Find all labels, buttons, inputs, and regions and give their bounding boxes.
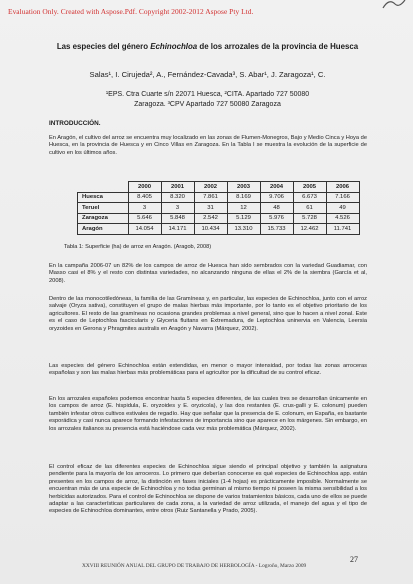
table-row-label: Teruel: [78, 203, 129, 214]
paragraph-5: En los arrozales españoles podemos encontrar hasta 5 especies diferentes, de las cuales tres se desarrollan únicamente en los campos de arroz (E. hispidula, E. oryzoides y E. oryzicola), y las dos restantes (E. crus-galli y E. colonum) pueden también infestar otros cultivos estivales de regadío. Hay que señalar que la presencia de E. colonum, en España, es bastante esporádica y casi nunca aparece formando infestaciones de importancia sino que aparece en los márgenes. Sin embargo, en los arrozales italianos su presencia está haciéndose cada vez más problemática (Márquez, 2002).: [49, 396, 367, 432]
table-caption: Tabla 1: Superficie (ha) de arroz en Aragón. (Aragob, 2008): [64, 244, 212, 250]
table-cell: 2.542: [194, 213, 227, 224]
table-row: [78, 213, 360, 224]
table-cell: 5.728: [293, 213, 326, 224]
watermark-text: Evaluation Only. Created with Aspose.Pdf. Copyright 2002-2012 Aspose Pty Ltd.: [8, 7, 254, 16]
table-cell: 48: [260, 203, 293, 214]
table-cell: 8.320: [161, 192, 194, 203]
page-number: 27: [350, 555, 358, 564]
table-row: [78, 224, 360, 235]
table-cell: 5.976: [260, 213, 293, 224]
table-header-cell: 2003: [227, 182, 260, 193]
corner-scribble-icon: [381, 0, 407, 12]
table-cell: 12: [227, 203, 260, 214]
table-cell: 5.646: [128, 213, 161, 224]
affiliations: [40, 90, 375, 110]
authors-line: Salas¹, I. Cirujeda², A., Fernández-Cavada³, S. Abar¹, J. Zaragoza¹, C.: [89, 70, 326, 79]
surface-table: [77, 181, 360, 235]
affiliation-line-2: Zaragoza. ³CPV Apartado 727 50080 Zaragoza: [134, 101, 281, 108]
table-cell: 6.673: [293, 192, 326, 203]
table-cell: 12.462: [293, 224, 326, 235]
paragraph-2: En la campaña 2006-07 un 82% de los campos de arroz de Huesca han sido sembrados con la variedad Guadiamar, con Masso casi el 8% y el resto con distintas variedades, no alcanzando ninguna de ellas el 2% de la siembra (García et al, 2008).: [49, 263, 367, 284]
title-italic: Echinochloa: [150, 42, 198, 51]
page-footer: XXVIII REUNIÓN ANUAL DEL GRUPO DE TRABAJO DE HERBOLOGÍA - Logroño, Marzo 2009: [82, 563, 307, 569]
table-cell: 31: [194, 203, 227, 214]
table-cell: 10.434: [194, 224, 227, 235]
table-cell: 7.861: [194, 192, 227, 203]
table-cell: 11.741: [326, 224, 359, 235]
table-cell: 15.733: [260, 224, 293, 235]
table-row-label: Huesca: [78, 192, 129, 203]
table-cell: 7.166: [326, 192, 359, 203]
table-header-row: [78, 182, 360, 193]
table-cell: 5.129: [227, 213, 260, 224]
table-row: [78, 192, 360, 203]
table-cell: 9.706: [260, 192, 293, 203]
table-cell: 61: [293, 203, 326, 214]
paragraph-1: En Aragón, el cultivo del arroz se encuentra muy localizado en las zonas de Flumen-Monegros, Bajo y Medio Cinca y Hoya de Huesca, en la provincia de Huesca y en Cinco Villas en Zaragoza. En la Tabla I se muestra la evolución de la superficie de cultivo en los últimos años.: [49, 135, 367, 156]
table-header-cell: 2002: [194, 182, 227, 193]
table-row-label: Zaragoza: [78, 213, 129, 224]
table-cell: 14.054: [128, 224, 161, 235]
paragraph-4: Las especies del género Echinochloa están extendidas, en menor o mayor intensidad, por todas las zonas arroceras españolas y son las malas hierbas más problemáticas para el agricultor por la dificultad de su control eficaz.: [49, 363, 367, 377]
document-title: [40, 42, 375, 52]
title-post: de los arrozales de la provincia de Huesca: [197, 42, 359, 51]
table-cell: 14.171: [161, 224, 194, 235]
table-cell: 3: [128, 203, 161, 214]
table-header-cell: 2005: [293, 182, 326, 193]
affiliation-line-1: ¹EPS. Ctra Cuarte s/n 22071 Huesca, ²CITA. Apartado 727 50080: [105, 91, 310, 98]
table-cell: 49: [326, 203, 359, 214]
table-header-cell: 2004: [260, 182, 293, 193]
section-heading: INTRODUCCIÓN.: [49, 120, 101, 127]
table-cell: 3: [161, 203, 194, 214]
table-cell: 8.405: [128, 192, 161, 203]
table-row-label: Aragón: [78, 224, 129, 235]
table-cell: 4.526: [326, 213, 359, 224]
table-cell: 5.848: [161, 213, 194, 224]
table-row: [78, 203, 360, 214]
title-pre: Las especies del género: [56, 42, 151, 51]
table-corner-cell: [78, 182, 129, 193]
paragraph-6: El control eficaz de las diferentes especies de Echinochloa sigue siendo el principal objetivo y también la asignatura pendiente para la mayoría de los arroceros. Lo primero que deberían conocerse es qué especies de Echinochloa app. están presentes en los campos de arroz, la distinción en fases iniciales (1-4 hojas) es prácticamente imposible. Normalmente se encuentran más de una especie de Echinochloa y no todas germinan al mismo tiempo ni poseen la misma sensibilidad a los herbicidas autorizados. Para el control de Echinochloa se dispone de varios tratamientos básicos, cada uno de ellos se puede adaptar a las características particulares de cada zona, a la variedad de arroz utilizada, el manejo del agua y el tipo de especies de Echinochloa dominantes, entre otros (Ruiz Santanella y Prado, 2005).: [49, 464, 367, 515]
table-cell: 8.169: [227, 192, 260, 203]
table-cell: 13.310: [227, 224, 260, 235]
table-header-cell: 2006: [326, 182, 359, 193]
paragraph-3: Dentro de las monocotiledóneas, la familia de las Gramíneas y, en particular, las especies de Echinochloa, junto con el arroz salvaje (Oryza sativa), constituyen el grupo de malas hierbas más importante, por lo tanto es el objetivo prioritario de los agricultores. El resto de las gramíneas no ocasiona grandes problemas a nivel general, sino que lo hacen a nivel zonal. Este es el caso de Leptochloa fascicularis y Glyceria fluitans en Extremadura, de Leptochloa uninervia en Valencia, Leersia oryzoides en Gerona y Phragmites australis en Aragón y Navarra (Márquez, 2002).: [49, 296, 367, 332]
table-header-cell: 2000: [128, 182, 161, 193]
table-header-cell: 2001: [161, 182, 194, 193]
